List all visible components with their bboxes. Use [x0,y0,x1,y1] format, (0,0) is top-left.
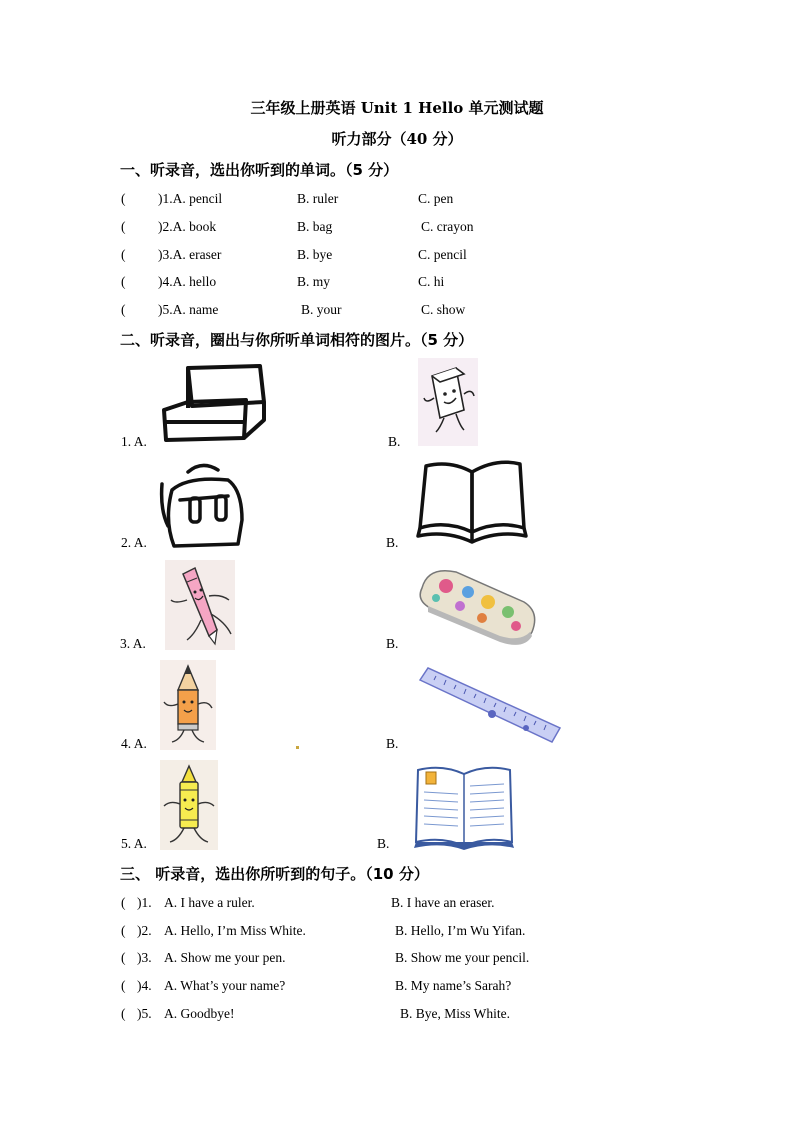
eraser-character-icon[interactable] [418,358,478,446]
pen-character-icon[interactable] [165,560,235,650]
option-c: C. pencil [418,247,467,262]
option-c: C. hi [418,274,445,289]
picture-label-b: B. [388,434,401,449]
section-3-heading: 三、 听录音，选出你所听到的句子。（10 分） [120,865,429,883]
stray-dot [296,746,299,749]
option-a: A. I have a ruler. [164,895,255,910]
option-a: )4.A. hello [158,274,217,289]
option-c: C. crayon [421,219,474,234]
option-a: A. Goodbye! [164,1006,235,1021]
pencil-box-icon[interactable] [160,360,270,446]
picture-label-a: 4. A. [121,736,147,751]
answer-paren[interactable]: ( [121,302,126,317]
option-a: )5.A. name [158,302,219,317]
option-a: )3.A. eraser [158,247,222,262]
answer-paren[interactable]: ( [121,1006,126,1021]
option-c: C. pen [418,191,454,206]
picture-label-b: B. [386,535,399,550]
option-b: B. ruler [297,191,339,206]
answer-paren[interactable]: ( [121,950,126,965]
answer-paren[interactable]: ( [121,191,126,206]
option-c: C. show [421,302,466,317]
option-b: B. Bye, Miss White. [400,1006,511,1021]
pencil-case-icon[interactable] [416,562,540,648]
page-subtitle: 听力部分（40 分） [331,130,463,148]
answer-paren[interactable]: ( [121,923,126,938]
section-2-heading: 二、听录音，圈出与你所听单词相符的图片。（5 分） [120,331,474,349]
picture-label-a: 3. A. [120,636,146,651]
answer-paren[interactable]: ( [121,219,126,234]
answer-paren[interactable]: ( [121,247,126,262]
picture-label-b: B. [386,636,399,651]
option-b: B. bye [297,247,333,262]
question-number: )1. [137,895,152,910]
page-title: 三年级上册英语 Unit 1 Hello 单元测试题 [250,99,544,117]
option-b: B. My name’s Sarah? [395,978,512,993]
option-a: A. What’s your name? [164,978,286,993]
picture-label-b: B. [377,836,390,851]
section-1-heading: 一、听录音，选出你听到的单词。（5 分） [120,161,399,179]
notebook-icon[interactable] [412,764,516,850]
answer-paren[interactable]: ( [121,978,126,993]
option-a: )2.A. book [158,219,217,234]
question-number: )4. [137,978,152,993]
option-b: B. Show me your pencil. [395,950,530,965]
option-b: B. bag [297,219,333,234]
option-b: B. I have an eraser. [391,895,495,910]
open-book-icon[interactable] [416,458,528,548]
option-a: A. Hello, I’m Miss White. [164,923,306,938]
schoolbag-icon[interactable] [158,460,248,548]
picture-label-b: B. [386,736,399,751]
picture-label-a: 5. A. [121,836,147,851]
option-b: B. my [297,274,331,289]
option-a: )1.A. pencil [158,191,223,206]
ruler-icon[interactable] [416,666,562,750]
question-number: )5. [137,1006,152,1021]
picture-label-a: 1. A. [121,434,147,449]
question-number: )3. [137,950,152,965]
picture-label-a: 2. A. [121,535,147,550]
answer-paren[interactable]: ( [121,895,126,910]
crayon-character-icon[interactable] [160,760,218,850]
question-number: )2. [137,923,152,938]
option-a: A. Show me your pen. [164,950,286,965]
pencil-character-icon[interactable] [160,660,216,750]
option-b: B. Hello, I’m Wu Yifan. [395,923,526,938]
option-b: B. your [301,302,342,317]
answer-paren[interactable]: ( [121,274,126,289]
